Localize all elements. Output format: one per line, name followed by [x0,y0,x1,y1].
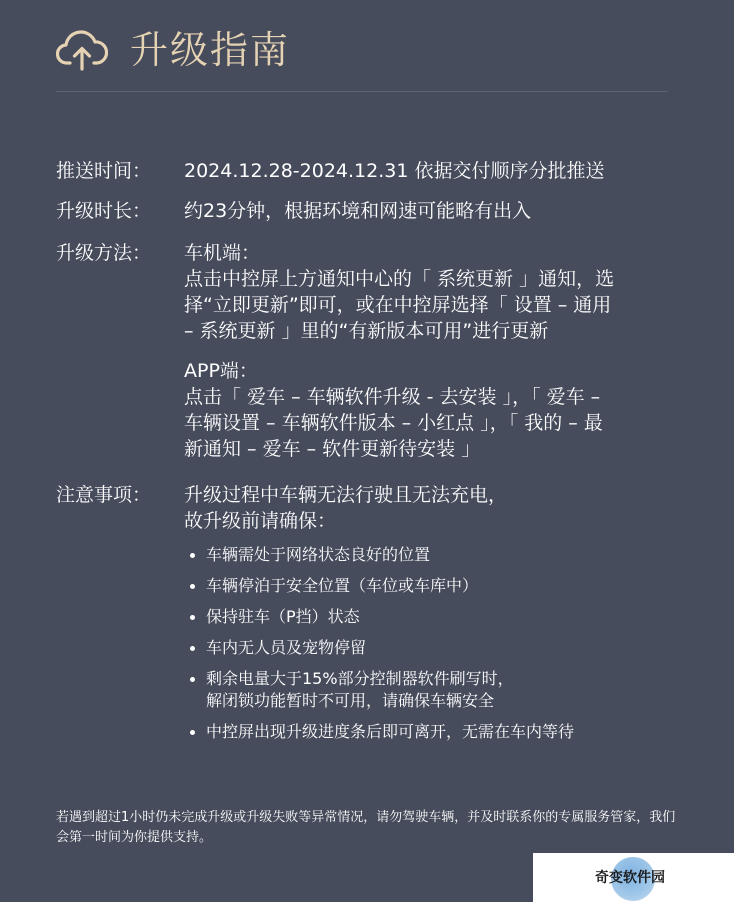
precaution-text: 保持驻车（P挡）状态 [206,607,360,626]
precaution-text: 剩余电量大于15%部分控制器软件刷写时， [206,669,514,688]
precaution-text: 车辆需处于网络状态良好的位置 [206,545,431,564]
car-instruction-line: – 系统更新 」里的“有新版本可用”进行更新 [184,320,549,342]
precaution-item [188,637,574,659]
precaution-text: 解闭锁功能暂时不可用，请确保车辆安全 [206,691,495,710]
car-title: 车机端： [184,242,261,264]
notes-content [184,482,676,534]
push-time-label: 推送时间： [56,160,152,182]
duration-value: 约23分钟，根据环境和网速可能略有出入 [184,200,532,222]
app-instruction-line: 点击「 爱车 – 车辆软件升级 - 去安装 」，「 爱车 – [184,386,601,408]
header-divider [56,91,668,92]
header [56,24,290,76]
push-time-value: 2024.12.28-2024.12.31 依据交付顺序分批推送 [184,160,605,182]
footnote: 若遇到超过1小时仍未完成升级或升级失败等异常情况，请勿驾驶车辆，并及时联系你的专属服务管家，我们会第一时间为你提供支持。 [56,810,676,845]
precaution-item [188,544,574,566]
notes-label: 注意事项： [56,484,152,506]
watermark [533,853,734,902]
method-label: 升级方法： [56,242,152,264]
car-instruction-line: 点击中控屏上方通知中心的「 系统更新 」通知，选 [184,268,615,290]
precaution-text: 中控屏出现升级进度条后即可离开，无需在车内等待 [206,722,575,741]
notes-line: 故升级前请确保： [184,510,337,532]
car-instruction-line: 择“立即更新”即可，或在中控屏选择「 设置 – 通用 [184,294,612,316]
precaution-item [188,668,574,712]
precaution-text: 车辆停泊于安全位置（车位或车库中） [206,576,479,595]
precaution-item [188,721,574,743]
app-title: APP端： [184,360,258,382]
precaution-item [188,606,574,628]
method-content [184,240,676,462]
precaution-item [188,575,574,597]
page-title: 升级指南 [130,28,291,72]
app-instruction-line: 新通知 – 爱车 – 软件更新待安装 」 [184,438,481,460]
duration-label: 升级时长： [56,200,152,222]
precaution-text: 车内无人员及宠物停留 [206,638,367,657]
precaution-list [188,544,574,752]
watermark-text: 奇变软件园 [595,870,665,886]
notes-line: 升级过程中车辆无法行驶且无法充电， [184,484,508,506]
app-instruction-line: 车辆设置 – 车辆软件版本 – 小红点 」，「 我的 – 最 [184,412,603,434]
cloud-upload-icon [56,27,108,73]
